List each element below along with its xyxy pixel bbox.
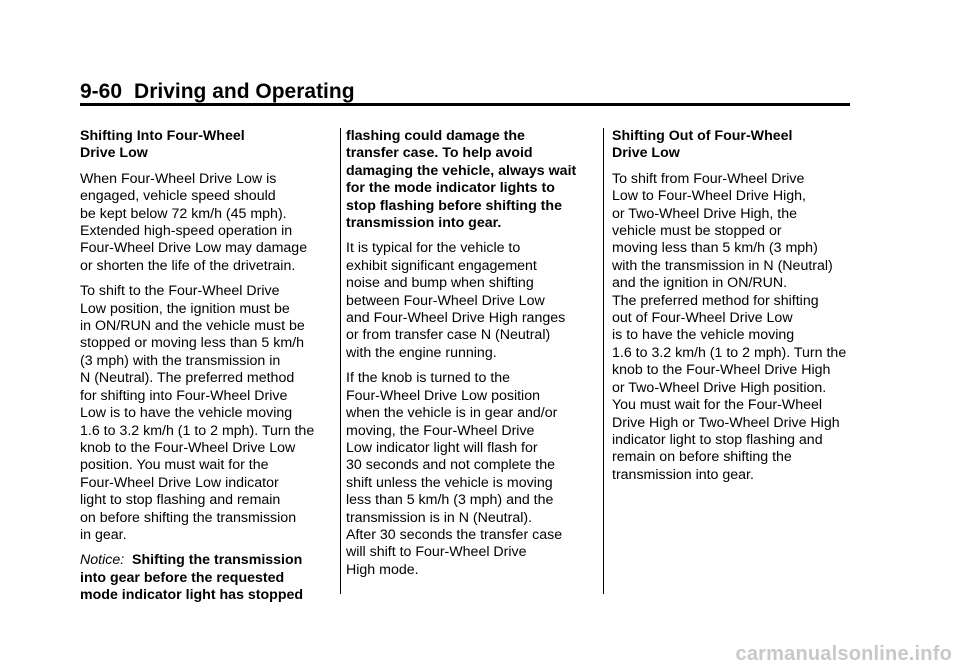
heading-shifting-out-of-4wd-low: Shifting Out of Four-Wheel Drive Low <box>612 128 793 162</box>
paragraph-shift-out-procedure: To shift from Four-Wheel Drive Low to Four-Wheel Drive High, or Two-Wheel Drive High, the vehicle must be stopped or moving less than 5 km/h (3 mph) with the transmission in N (Neutral) and the ignition in ON/RUN. The preferred method for shifting out of Four-Wheel Drive Low is to have the vehicle moving 1.6 to 3.2 km/h (1 to 2 mph). Turn the knob to the Four-Wheel Drive High or Two-Wheel Drive High position. You must wait for the Four-Wheel Drive High or Two-Wheel Drive High indicator light to stop flashing and remain on before shifting the transmission into gear. <box>612 170 847 483</box>
paragraph-shift-procedure: To shift to the Four-Wheel Drive Low position, the ignition must be in ON/RUN and the vehicle must be stopped or moving less than 5 km/h (3 mph) with the transmission in N (Neutral). The preferred method for shifting into Four-Wheel Drive Low is to have the vehicle moving 1.6 to 3.2 km/h (1 to 2 mph). Turn the knob to the Four-Wheel Drive Low position. You must wait for the Four-Wheel Drive Low indicator light to stop flashing and remain on before shifting the transmission in gear. <box>80 283 315 543</box>
header-rule <box>80 103 850 106</box>
column-divider-2 <box>603 128 604 594</box>
notice-block: Notice: Shifting the transmission into gear before the requested mode indicator light has stopped <box>80 552 304 604</box>
section-title: Driving and Operating <box>134 80 355 103</box>
column-3 <box>612 128 866 484</box>
column-divider-1 <box>340 128 341 594</box>
watermark: carmanualsonline.info <box>735 643 952 665</box>
notice-label: Notice: <box>80 552 125 569</box>
page-number: 9-60 <box>80 80 123 103</box>
heading-shifting-into-4wd-low: Shifting Into Four-Wheel Drive Low <box>80 128 245 162</box>
paragraph-engagement-noise: It is typical for the vehicle to exhibit significant engagement noise and bump when shifting between Four-Wheel Drive Low and Four-Wheel Drive High ranges or from transfer case N (Neutral) with the engine running. <box>346 240 566 361</box>
paragraph-knob-turned: If the knob is turned to the Four-Wheel Drive Low position when the vehicle is in gear and/or moving, the Four-Wheel Drive Low indicator light will flash for 30 seconds and not complete the shift unless the vehicle is moving less than 5 km/h (3 mph) and the transmission is in N (Neutral). After 30 seconds the transfer case will shift to Four-Wheel Drive High mode. <box>346 370 563 578</box>
column-2 <box>346 128 600 579</box>
column-1 <box>80 128 334 605</box>
notice-continuation: flashing could damage the transfer case. To help avoid damaging the vehicle, always wait for the mode indicator lights to stop flashing before shifting the transmission into gear. <box>346 128 577 232</box>
page-header <box>80 80 355 104</box>
paragraph-speed-limit: When Four-Wheel Drive Low is engaged, vehicle speed should be kept below 72 km/h (45 mph). Extended high-speed operation in Four-Wheel Drive Low may damage or shorten the life of the drivetrain. <box>80 170 308 274</box>
